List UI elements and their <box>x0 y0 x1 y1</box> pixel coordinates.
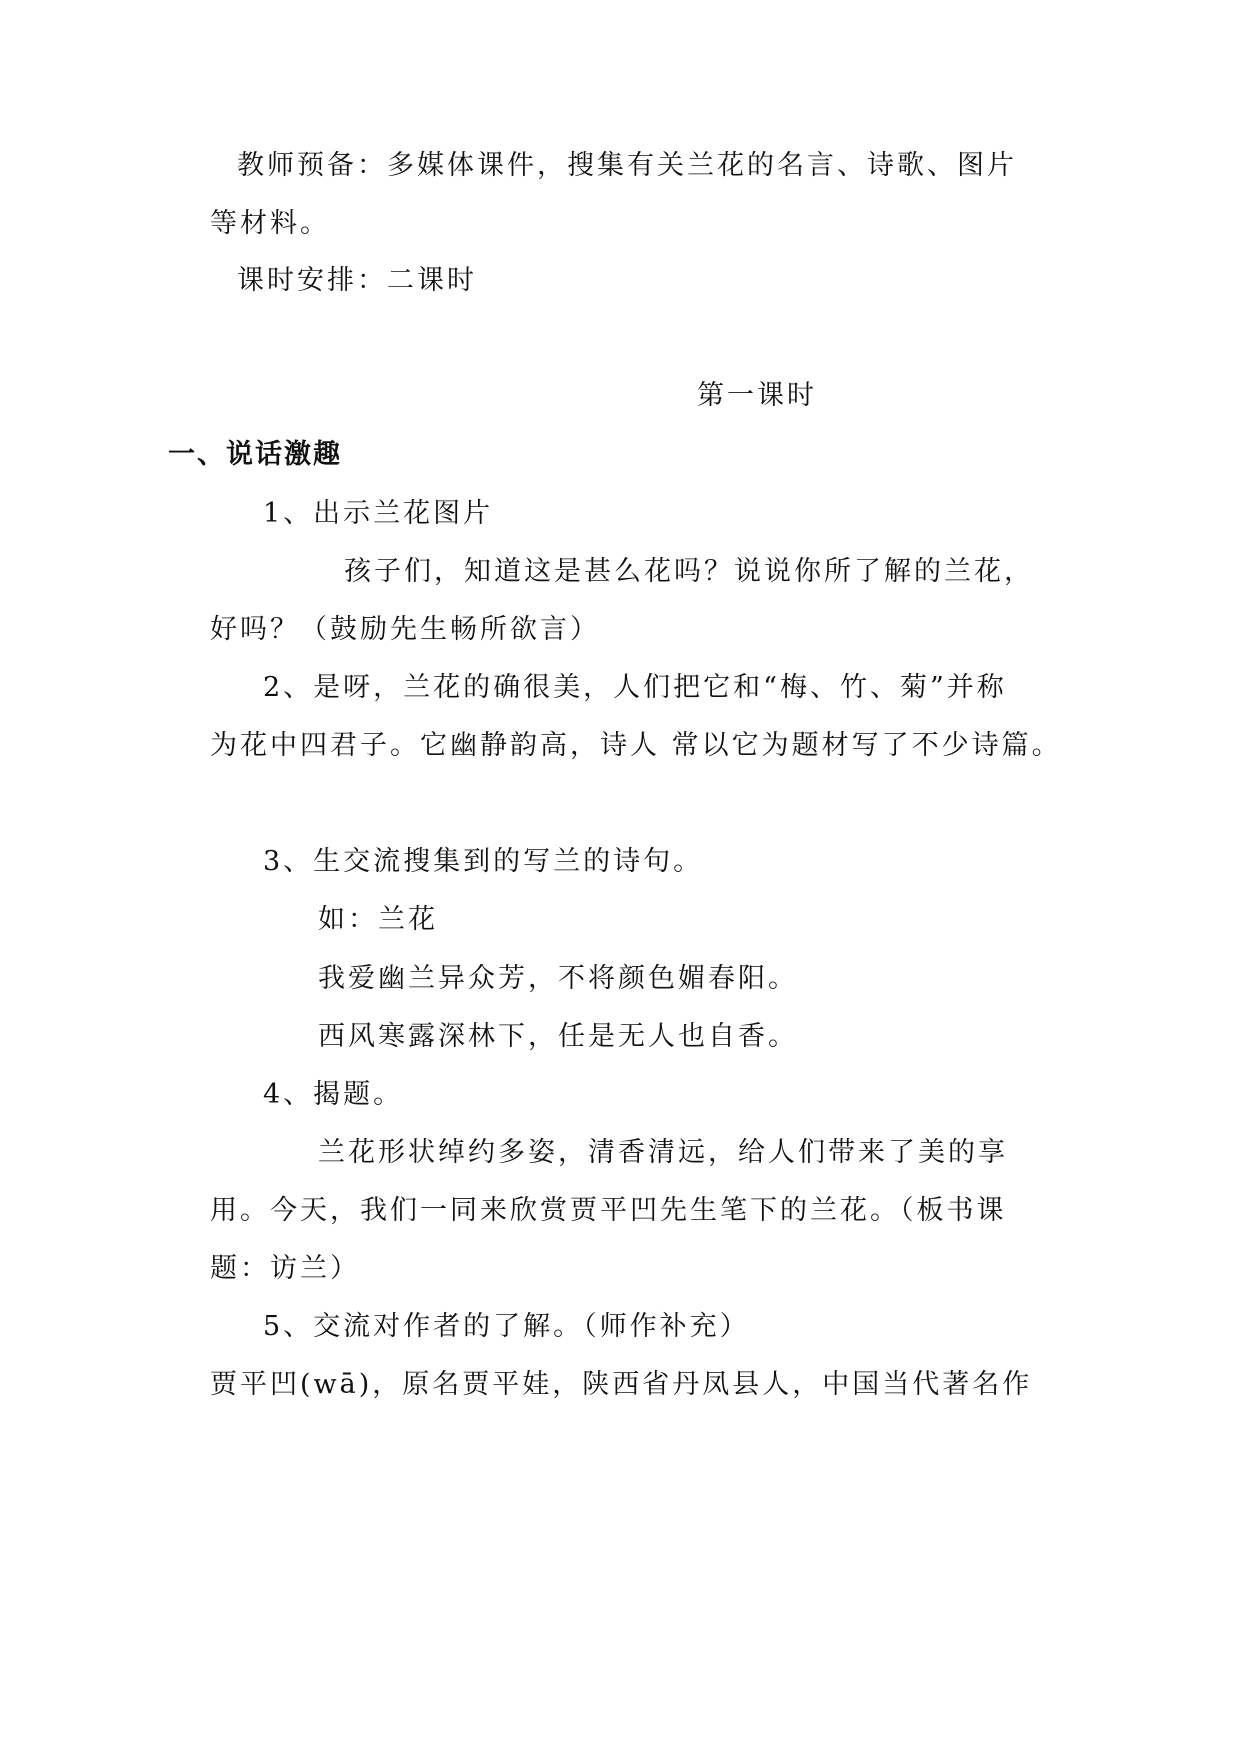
prep-line-2: 等材料。 <box>210 208 330 239</box>
lesson-title: 第一课时 <box>697 380 817 411</box>
item-2-line-1: 2、是呀，兰花的确很美，人们把它和“梅、竹、菊”并称 <box>263 672 1007 703</box>
item-4-text-line-3: 题：访兰） <box>210 1253 360 1284</box>
section-heading: 一、说话激趣 <box>168 439 342 470</box>
item-1-text-line-2: 好吗？（鼓励先生畅所欲言） <box>210 614 600 645</box>
item-5: 5、交流对作者的了解。（师作补充） <box>263 1311 750 1342</box>
prep-line-1: 教师预备：多媒体课件，搜集有关兰花的名言、诗歌、图片 <box>237 150 1017 181</box>
item-4-text-line-1: 兰花形状绰约多姿，清香清远，给人们带来了美的享 <box>318 1137 1008 1168</box>
item-4-text-line-2: 用。今天，我们一同来欣赏贾平凹先生笔下的兰花。（板书课 <box>210 1195 1007 1226</box>
item-4: 4、揭题。 <box>263 1079 404 1110</box>
schedule-line: 课时安排：二课时 <box>237 265 477 296</box>
item-1-text-line-1: 孩子们，知道这是甚么花吗？说说你所了解的兰花， <box>344 556 1034 587</box>
item-2-line-2: 为花中四君子。它幽静韵高，诗人 常以它为题材写了不少诗篇。 <box>210 730 1062 761</box>
poem-line-1: 我爱幽兰异众芳，不将颜色媚春阳。 <box>318 963 798 994</box>
author-line-1: 贾平凹(wā)，原名贾平娃，陕西省丹凤县人，中国当代著名作 <box>210 1369 1033 1400</box>
item-3: 3、生交流搜集到的写兰的诗句。 <box>263 846 704 877</box>
poem-intro: 如：兰花 <box>318 904 438 935</box>
poem-line-2: 西风寒露深林下，任是无人也自香。 <box>318 1021 798 1052</box>
item-1: 1、出示兰花图片 <box>263 498 494 529</box>
